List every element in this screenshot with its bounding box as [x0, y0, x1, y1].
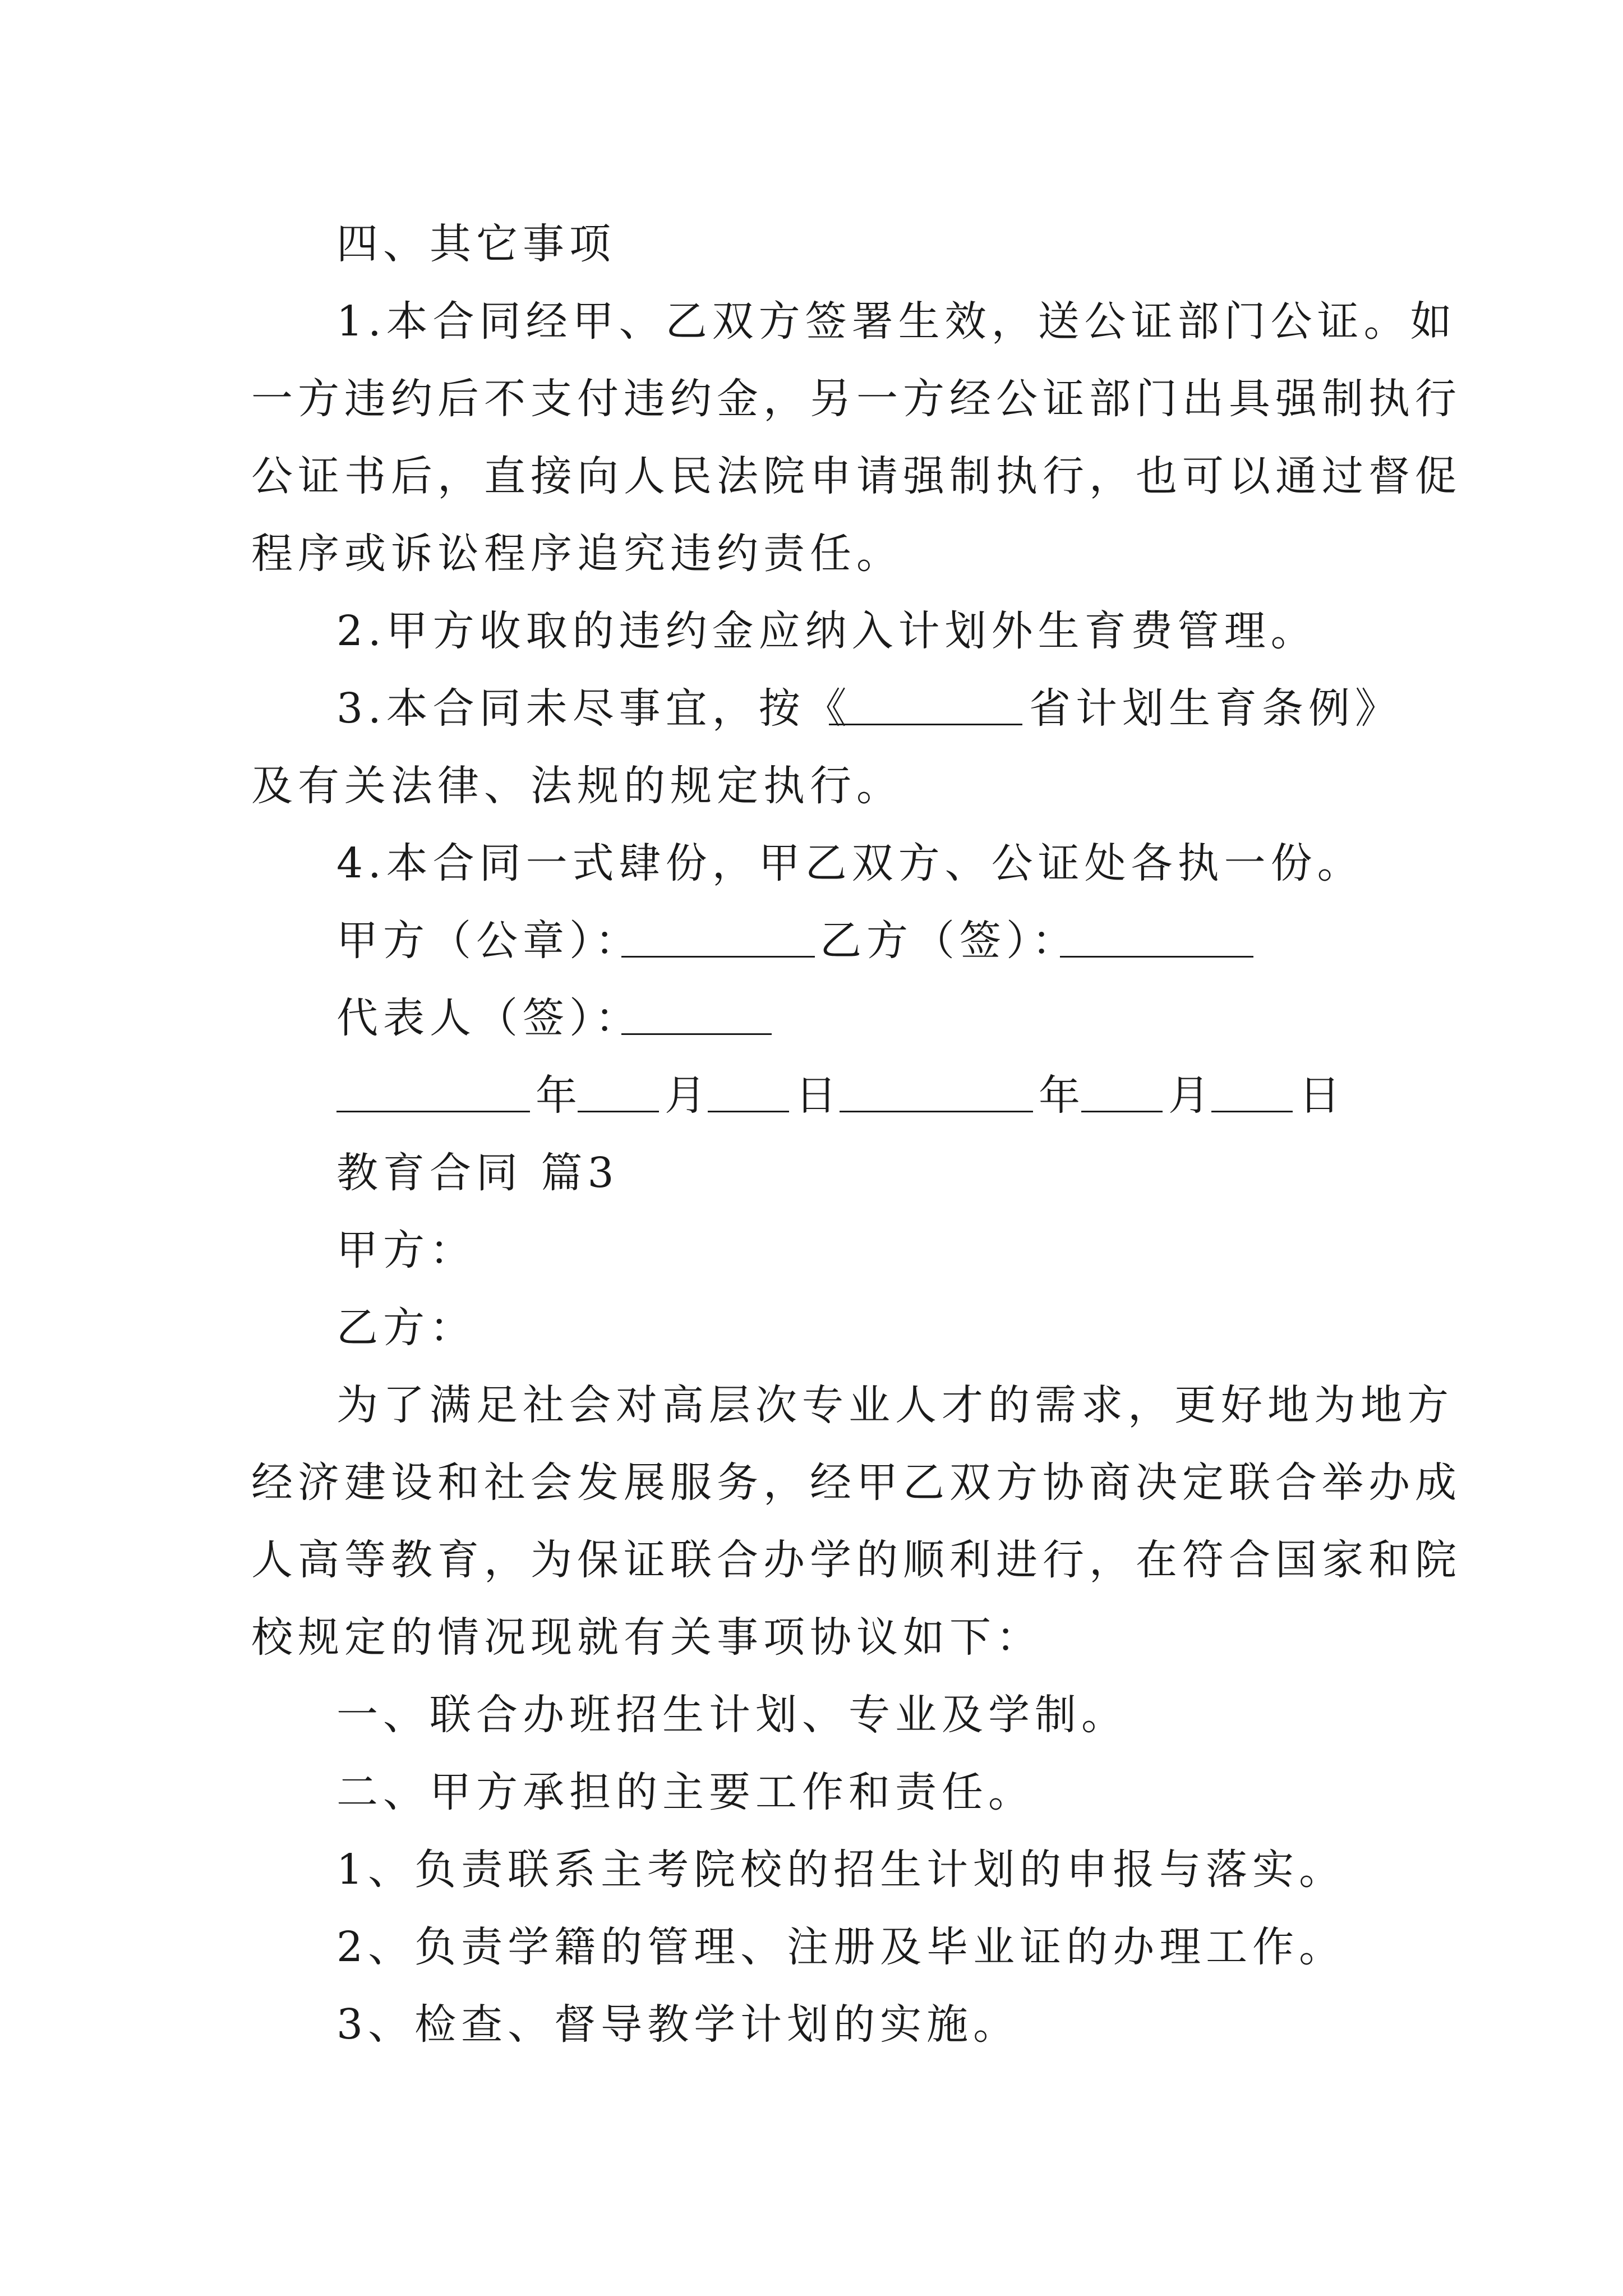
- province-blank: [829, 724, 1022, 725]
- paragraph-line: [0, 291, 1623, 352]
- item4-text: 4.本合同一式肆份，甲乙双方、公证处各执一份。: [336, 839, 1364, 887]
- signature-row: [0, 910, 1623, 972]
- item1-line1: 1.本合同经甲、乙双方签署生效，送公证部门公证。如: [336, 297, 1457, 346]
- day-blank-b: [1211, 1111, 1293, 1112]
- duty3-text: 3、检查、督导教学计划的实施。: [336, 2000, 1020, 2049]
- section-heading: [0, 213, 1623, 275]
- month-label-b: 月: [1168, 1071, 1215, 1120]
- paragraph-line: [0, 1761, 1623, 1823]
- clause2-text: 二、甲方承担的主要工作和责任。: [336, 1768, 1035, 1816]
- month-blank-b: [1081, 1111, 1163, 1112]
- item1-line3: 公证书后，直接向人民法院申请强制执行，也可以通过督促: [251, 452, 1461, 500]
- contract3-party-a: 甲方：: [336, 1226, 476, 1274]
- duty2-text: 2、负责学籍的管理、注册及毕业证的办理工作。: [336, 1923, 1346, 1971]
- paragraph-line: [0, 678, 1623, 739]
- item1-line4: 程序或诉讼程序追究违约责任。: [251, 530, 903, 578]
- party-a-seal-blank: [621, 956, 815, 958]
- party-a-seal-label: 甲方（公章）：: [336, 917, 642, 965]
- party-b-sign-blank: [1060, 956, 1253, 958]
- party-row: [0, 1220, 1623, 1281]
- paragraph-line: [0, 1916, 1623, 1978]
- preamble-line4: 校规定的情况现就有关事项协议如下：: [251, 1613, 1043, 1662]
- preamble-line2: 经济建设和社会发展服务，经甲乙双方协商决定联合举办成: [251, 1458, 1461, 1507]
- paragraph-line: [0, 755, 1623, 817]
- paragraph-line: [0, 1994, 1623, 2055]
- clause1-text: 一、联合办班招生计划、专业及学制。: [336, 1691, 1128, 1739]
- paragraph-line: [0, 1684, 1623, 1746]
- duty1-text: 1、负责联系主考院校的招生计划的申报与落实。: [336, 1846, 1346, 1894]
- item3-line2: 及有关法律、法规的规定执行。: [251, 762, 903, 810]
- party-b-sign-label: 乙方（签）：: [820, 917, 1078, 965]
- item3-suffix: 省计划生育条例》: [1029, 684, 1401, 733]
- paragraph-line: [0, 1529, 1623, 1591]
- representative-label: 代表人（签）：: [336, 994, 642, 1042]
- paragraph-line: [0, 1607, 1623, 1668]
- paragraph-line: [0, 445, 1623, 507]
- paragraph-line: [0, 1374, 1623, 1436]
- year-label-a: 年: [536, 1071, 582, 1120]
- signature-row: [0, 987, 1623, 1049]
- paragraph-line: [0, 368, 1623, 430]
- paragraph-line: [0, 600, 1623, 662]
- paragraph-line: [0, 1839, 1623, 1901]
- year-label-b: 年: [1039, 1071, 1085, 1120]
- preamble-line1: 为了满足社会对高层次专业人才的需求，更好地为地方: [336, 1381, 1454, 1429]
- day-label-a: 日: [795, 1071, 842, 1120]
- year-blank-a: [336, 1111, 530, 1112]
- paragraph-line: [0, 523, 1623, 585]
- item3-prefix: 3.本合同未尽事宜，按《: [336, 684, 852, 733]
- month-blank-a: [578, 1111, 659, 1112]
- day-label-b: 日: [1299, 1071, 1345, 1120]
- date-row: [0, 1065, 1623, 1126]
- item2-text: 2.甲方收取的违约金应纳入计划外生育费管理。: [336, 607, 1317, 655]
- item1-line2: 一方违约后不支付违约金，另一方经公证部门出具强制执行: [251, 375, 1461, 423]
- contract3-title: 教育合同 篇3: [336, 1149, 619, 1197]
- year-blank-b: [840, 1111, 1033, 1112]
- representative-blank: [621, 1033, 772, 1035]
- contract-title-row: [0, 1142, 1623, 1204]
- section-four-heading: 四、其它事项: [336, 220, 616, 268]
- party-row: [0, 1297, 1623, 1359]
- month-label-a: 月: [665, 1071, 711, 1120]
- paragraph-line: [0, 832, 1623, 894]
- paragraph-line: [0, 1452, 1623, 1513]
- day-blank-a: [708, 1111, 789, 1112]
- preamble-line3: 人高等教育，为保证联合办学的顺利进行，在符合国家和院: [251, 1536, 1461, 1584]
- contract3-party-b: 乙方：: [336, 1304, 476, 1352]
